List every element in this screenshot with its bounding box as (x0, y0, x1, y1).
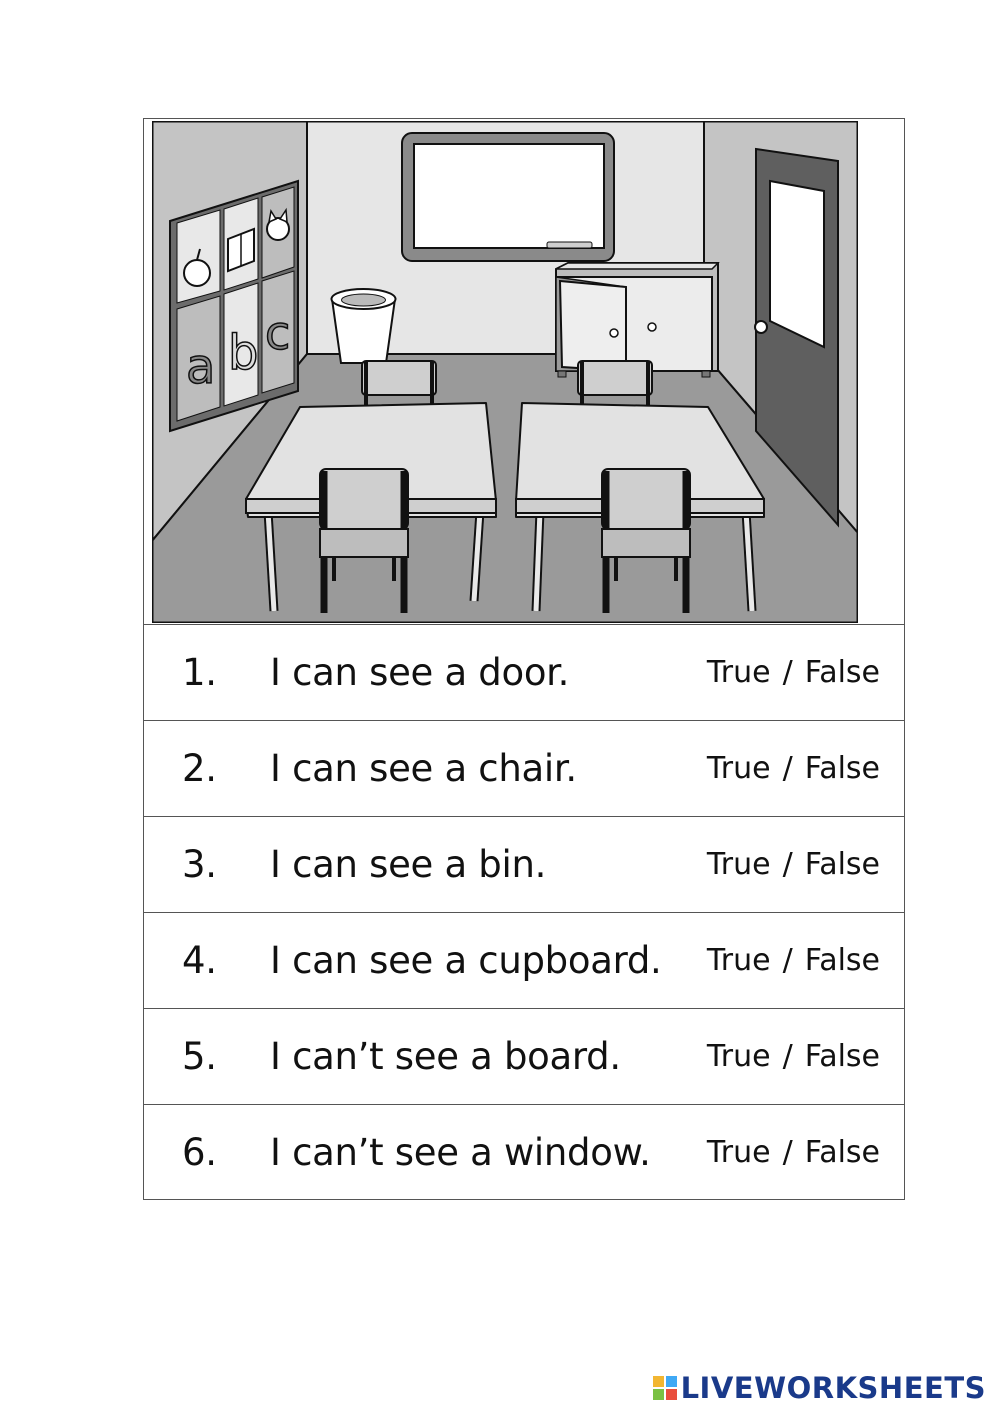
answer-separator: / (782, 751, 793, 786)
false-option[interactable]: False (804, 943, 880, 978)
whiteboard (402, 133, 614, 261)
false-option[interactable]: False (804, 655, 880, 690)
question-row-6 (144, 1105, 904, 1201)
true-false-choice (707, 1105, 880, 1201)
true-option[interactable]: True (706, 655, 771, 690)
classroom-illustration (152, 121, 858, 623)
false-option[interactable]: False (804, 847, 880, 882)
true-false-choice (707, 817, 880, 913)
false-option[interactable]: False (804, 1135, 880, 1170)
question-text: I can’t see a board. (270, 1035, 621, 1078)
question-row-1 (144, 625, 904, 721)
brand-name: LIVEWORKSHEETS (680, 1371, 986, 1405)
true-false-choice (707, 1009, 880, 1105)
worksheet-table (143, 118, 905, 1200)
answer-separator: / (782, 655, 793, 690)
poster-letter-a: a (186, 339, 216, 395)
true-option[interactable]: True (706, 847, 771, 882)
cupboard (556, 263, 718, 377)
question-number: 2. (182, 747, 217, 790)
question-row-3 (144, 817, 904, 913)
question-text: I can see a cupboard. (270, 939, 662, 982)
classroom-illustration-cell (144, 119, 904, 625)
question-row-4 (144, 913, 904, 1009)
poster-letter-b: b (228, 325, 259, 381)
question-number: 3. (182, 843, 217, 886)
question-row-2 (144, 721, 904, 817)
true-option[interactable]: True (706, 751, 771, 786)
question-number: 6. (182, 1131, 217, 1174)
bin (332, 289, 396, 363)
liveworksheets-logo[interactable] (653, 1370, 986, 1406)
true-option[interactable]: True (706, 943, 771, 978)
question-text: I can see a bin. (270, 843, 547, 886)
question-number: 4. (182, 939, 217, 982)
answer-separator: / (782, 847, 793, 882)
true-false-choice (707, 625, 880, 721)
answer-separator: / (782, 943, 793, 978)
false-option[interactable]: False (804, 751, 880, 786)
question-number: 5. (182, 1035, 217, 1078)
true-false-choice (707, 913, 880, 1009)
false-option[interactable]: False (804, 1039, 880, 1074)
true-false-choice (707, 721, 880, 817)
answer-separator: / (782, 1135, 793, 1170)
question-text: I can see a chair. (270, 747, 577, 790)
question-text: I can’t see a window. (270, 1131, 651, 1174)
question-row-5 (144, 1009, 904, 1105)
true-option[interactable]: True (706, 1135, 771, 1170)
question-text: I can see a door. (270, 651, 570, 694)
liveworksheets-logo-icon (653, 1376, 677, 1400)
alphabet-poster (170, 181, 298, 431)
answer-separator: / (782, 1039, 793, 1074)
question-number: 1. (182, 651, 217, 694)
poster-letter-c: c (265, 306, 291, 360)
true-option[interactable]: True (706, 1039, 771, 1074)
